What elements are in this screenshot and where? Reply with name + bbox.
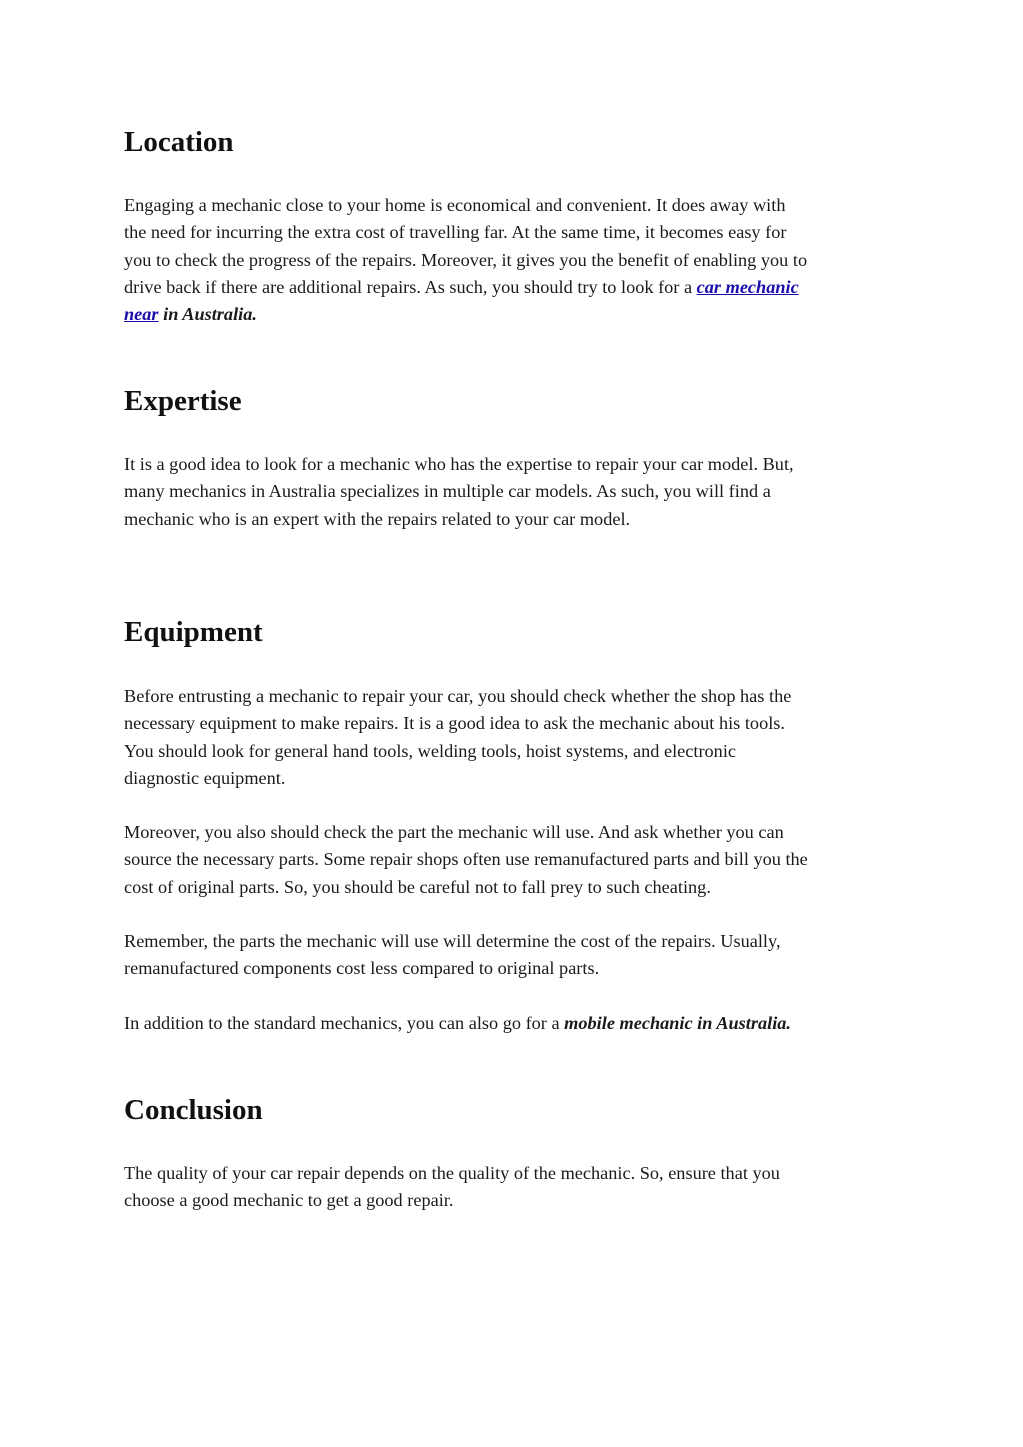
text-line: necessary equipment to make repairs. It is a good idea to ask the mechanic about his tools.	[124, 713, 785, 734]
emphasis-mobile-mechanic: mobile mechanic in Australia.	[564, 1013, 792, 1033]
text-line: You should look for general hand tools, welding tools, hoist systems, and electronic	[124, 740, 737, 761]
text-line: Before entrusting a mechanic to repair your car, you should check whether the shop has the	[124, 686, 792, 706]
heading-equipment: Equipment	[124, 616, 263, 648]
text-line: Remember, the parts the mechanic will use will determine the cost of the repairs. Usually,	[124, 931, 781, 951]
paragraph-location	[124, 192, 904, 328]
emphasis-in-australia: in Australia.	[158, 304, 257, 325]
text-line: mechanic who is an expert with the repairs related to your car model.	[124, 508, 631, 529]
text-line: remanufactured components cost less compared to original parts.	[124, 958, 600, 979]
paragraph-equipment-3	[124, 928, 904, 983]
car-mechanic-near-link[interactable]: car mechanic near	[124, 276, 799, 325]
text-line: the need for incurring the extra cost of travelling far. At the same time, it becomes easy for	[124, 222, 787, 243]
text-line: drive back if there are additional repairs. As such, you should try to look for a	[124, 276, 697, 297]
text-line: Engaging a mechanic close to your home is economical and convenient. It does away with	[124, 195, 786, 215]
text-line: choose a good mechanic to get a good repair.	[124, 1190, 454, 1211]
text-line: diagnostic equipment.	[124, 767, 286, 788]
paragraph-equipment-4	[124, 1010, 904, 1037]
text-line: Moreover, you also should check the part the mechanic will use. And ask whether you can	[124, 822, 784, 842]
paragraph-conclusion	[124, 1160, 904, 1215]
paragraph-expertise	[124, 451, 904, 533]
paragraph-equipment-2	[124, 819, 904, 901]
text-line: The quality of your car repair depends on the quality of the mechanic. So, ensure that you	[124, 1163, 780, 1183]
text-line: cost of original parts. So, you should be careful not to fall prey to such cheating.	[124, 876, 711, 897]
heading-conclusion: Conclusion	[124, 1094, 263, 1126]
text-line: It is a good idea to look for a mechanic who has the expertise to repair your car model. But,	[124, 454, 794, 474]
text-line: many mechanics in Australia specializes in multiple car models. As such, you will find a	[124, 481, 771, 502]
heading-location: Location	[124, 126, 234, 158]
heading-expertise: Expertise	[124, 385, 242, 417]
text-line: you to check the progress of the repairs. Moreover, it gives you the benefit of enabling you to	[124, 249, 808, 270]
paragraph-equipment-1	[124, 683, 904, 792]
text-line: source the necessary parts. Some repair shops often use remanufactured parts and bill you the	[124, 849, 808, 870]
text-line: In addition to the standard mechanics, you can also go for a	[124, 1013, 565, 1033]
